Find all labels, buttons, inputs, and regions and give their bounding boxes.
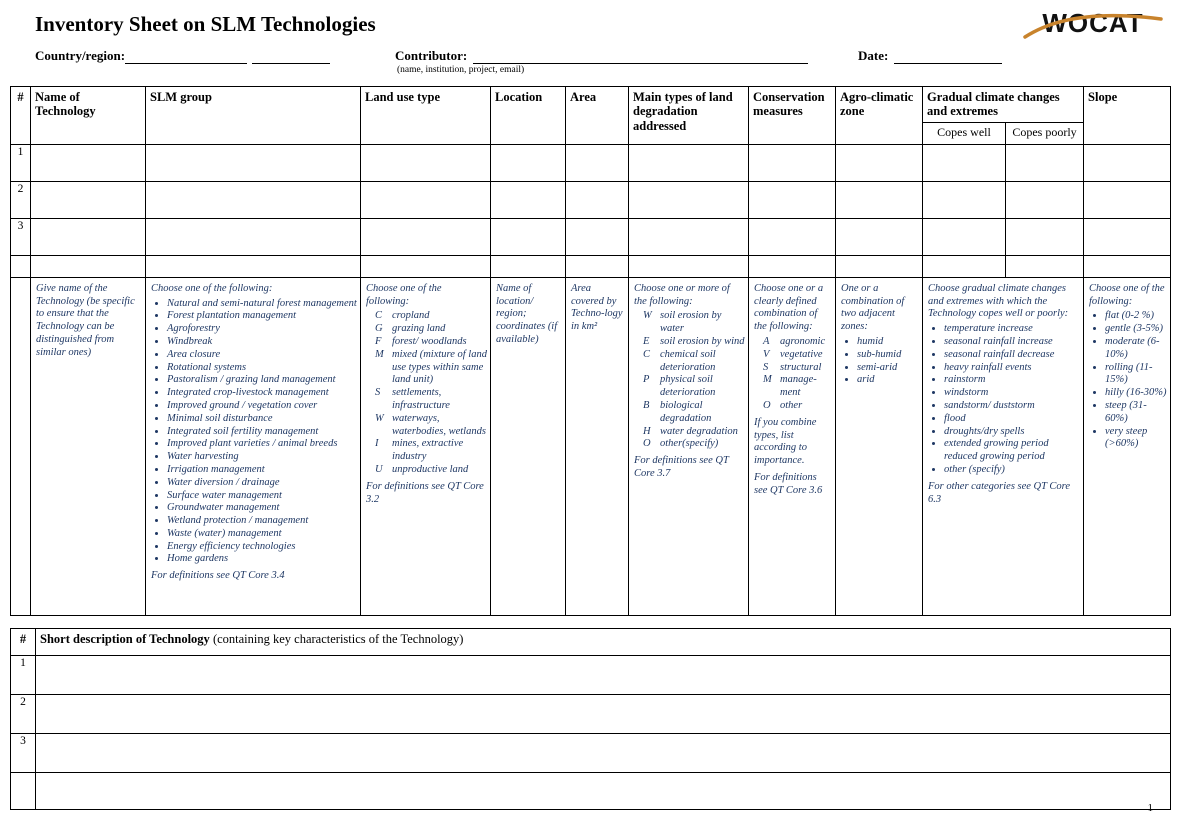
label: vegetative: [780, 348, 823, 360]
location-entry-cell[interactable]: [491, 144, 566, 181]
copes-well-entry-cell[interactable]: [923, 181, 1006, 218]
degradation-entry-cell[interactable]: [629, 218, 749, 255]
page-header: [0, 0, 1179, 44]
label: forest/ woodlands: [392, 335, 467, 347]
desc-header-bold: Short description of Technology: [40, 631, 210, 646]
list-item: • Water diversion / drainage: [167, 477, 357, 490]
degradation-options: [634, 310, 745, 451]
copes-poorly-entry-cell[interactable]: [1006, 181, 1084, 218]
land-use-options: [366, 310, 487, 476]
slm-group-entry-cell[interactable]: [146, 144, 361, 181]
conservation-entry-cell[interactable]: [749, 255, 836, 277]
label: chemical soil deterioration: [660, 348, 716, 373]
coded-item: [634, 426, 745, 439]
contributor-hint: (name, institution, project, email): [397, 65, 525, 75]
label: physical soil deterioration: [660, 374, 716, 399]
slm-group-entry-cell[interactable]: [146, 181, 361, 218]
col-header-location: Location: [491, 87, 566, 145]
code: C: [375, 310, 383, 322]
agro-zone-entry-cell[interactable]: [836, 255, 923, 277]
coded-item: [366, 387, 487, 413]
code: V: [763, 348, 770, 360]
climate-options: [928, 323, 1080, 477]
description-row: [11, 772, 1171, 809]
coded-item: [634, 336, 745, 349]
desc-header: [36, 628, 1171, 655]
list-item: • Integrated soil fertility management: [167, 426, 357, 439]
label: mines, extractive industry: [392, 438, 464, 463]
label: soil erosion by water: [660, 310, 722, 335]
list-item: • rolling (11-15%): [1105, 362, 1167, 388]
code: S: [375, 387, 381, 399]
label: other(specify): [660, 438, 719, 450]
area-instruction: [566, 277, 629, 615]
list-item: • semi-arid: [857, 362, 919, 375]
list-item: • Wetland protection / management: [167, 515, 357, 528]
list-item: • extended growing period reduced growing period: [944, 438, 1080, 464]
label: manage-ment: [780, 374, 817, 399]
area-entry-cell[interactable]: [566, 218, 629, 255]
list-item: • arid: [857, 374, 919, 387]
code: I: [375, 438, 379, 450]
slm-group-entry-cell[interactable]: [146, 218, 361, 255]
list-item: • Forest plantation management: [167, 310, 357, 323]
list-item: • Minimal soil disturbance: [167, 413, 357, 426]
area-entry-cell[interactable]: [566, 181, 629, 218]
area-instruction-text: Area covered by Techno-logy in km²: [571, 282, 623, 333]
slm-group-footer: For definitions see QT Core 3.4: [151, 570, 285, 582]
slope-entry-cell[interactable]: [1084, 144, 1171, 181]
label: soil erosion by wind: [660, 335, 745, 347]
location-entry-cell[interactable]: [491, 255, 566, 277]
list-item: • Water harvesting: [167, 451, 357, 464]
conservation-footer: For definitions see QT Core 3.6: [754, 471, 823, 496]
short-description-table: [10, 628, 1171, 810]
code: M: [763, 374, 772, 386]
description-entry-cell[interactable]: [36, 655, 1171, 694]
list-item: • seasonal rainfall increase: [944, 336, 1080, 349]
description-row: [11, 655, 1171, 694]
date-field: [858, 48, 1002, 64]
code: W: [643, 310, 652, 322]
name-entry-cell[interactable]: [31, 218, 146, 255]
coded-item: [754, 349, 832, 362]
slope-entry-cell[interactable]: [1084, 218, 1171, 255]
code: H: [643, 425, 651, 437]
list-item: • moderate (6-10%): [1105, 336, 1167, 362]
description-entry-cell[interactable]: [36, 733, 1171, 772]
coded-item: [366, 464, 487, 477]
land-use-entry-cell[interactable]: [361, 144, 491, 181]
coded-item: [754, 336, 832, 349]
country-region-field: [35, 48, 330, 64]
col-header-climate: Gradual climate changes and extremes: [923, 87, 1084, 123]
list-item: • Improved ground / vegetation cover: [167, 400, 357, 413]
coded-item: [634, 310, 745, 336]
col-header-copes-poorly: Copes poorly: [1006, 122, 1084, 144]
list-item: • Irrigation management: [167, 464, 357, 477]
list-item: • windstorm: [944, 387, 1080, 400]
climate-instruction: [923, 277, 1084, 615]
degradation-entry-cell[interactable]: [629, 181, 749, 218]
label: cropland: [392, 310, 430, 322]
code: S: [763, 361, 769, 373]
list-item: • Integrated crop-livestock management: [167, 387, 357, 400]
copes-poorly-entry-cell[interactable]: [1006, 255, 1084, 277]
description-entry-cell[interactable]: [36, 694, 1171, 733]
list-item: • flood: [944, 413, 1080, 426]
list-item: • temperature increase: [944, 323, 1080, 336]
land-use-entry-cell[interactable]: [361, 181, 491, 218]
location-instruction: [491, 277, 566, 615]
degradation-intro: Choose one or more of the following:: [634, 282, 730, 307]
label: agronomic: [780, 335, 826, 347]
row-number: 1: [11, 655, 36, 694]
date-label: Date:: [858, 48, 889, 63]
coded-item: [634, 349, 745, 375]
coded-item: [754, 374, 832, 400]
col-header-conservation: Conservation measures: [749, 87, 836, 145]
list-item: • Surface water management: [167, 490, 357, 503]
degradation-footer: For definitions see QT Core 3.7: [634, 455, 729, 479]
list-item: • sandstorm/ duststorm: [944, 400, 1080, 413]
list-item: • hilly (16-30%): [1105, 387, 1167, 400]
agro-zone-instruction: [836, 277, 923, 615]
slope-entry-cell[interactable]: [1084, 181, 1171, 218]
code: P: [643, 374, 650, 386]
agro-zone-intro: One or a combination of two adjacent zones:: [841, 282, 905, 333]
list-item: • Area closure: [167, 349, 357, 362]
list-item: • sub-humid: [857, 349, 919, 362]
desc-header-rest: (containing key characteristics of the Technology): [209, 631, 464, 646]
degradation-entry-cell[interactable]: [629, 255, 749, 277]
entry-row: [11, 144, 1171, 181]
form-fields-row: [0, 44, 1179, 86]
agro-zone-entry-cell[interactable]: [836, 181, 923, 218]
land-use-entry-cell[interactable]: [361, 255, 491, 277]
list-item: • humid: [857, 336, 919, 349]
slm-group-entry-cell[interactable]: [146, 255, 361, 277]
slope-intro: Choose one of the following:: [1089, 282, 1165, 307]
row-number: 2: [11, 181, 31, 218]
list-item: • flat (0-2 %): [1105, 310, 1167, 323]
logo-swoosh-icon: [1021, 6, 1165, 42]
list-item: • other (specify): [944, 464, 1080, 477]
list-item: • Energy efficiency technologies: [167, 541, 357, 554]
label: unproductive land: [392, 463, 469, 475]
date-input[interactable]: [894, 49, 1002, 64]
col-header-degradation: Main types of land degradation addressed: [629, 87, 749, 145]
contributor-input[interactable]: [473, 49, 808, 64]
coded-item: [754, 400, 832, 413]
country-region-input[interactable]: [125, 49, 247, 64]
list-item: • Waste (water) management: [167, 528, 357, 541]
col-header-name: Name of Technology: [31, 87, 146, 145]
list-item: • heavy rainfall events: [944, 362, 1080, 375]
coded-item: [366, 323, 487, 336]
code: O: [763, 399, 771, 411]
code: F: [375, 335, 382, 347]
code: G: [375, 323, 383, 335]
row-number: 3: [11, 733, 36, 772]
name-instruction-text: Give name of the Technology (be specific to ensure that the Technology can be distinguished from similar ones): [36, 282, 135, 358]
land-use-entry-cell[interactable]: [361, 218, 491, 255]
list-item: • very steep (>60%): [1105, 426, 1167, 452]
code: M: [375, 348, 384, 360]
label: biological degradation: [660, 399, 712, 424]
label: water degradation: [660, 425, 738, 437]
name-instruction: [31, 277, 146, 615]
country-region-input-2[interactable]: [252, 49, 330, 64]
coded-item: [366, 438, 487, 464]
land-use-instruction: [361, 277, 491, 615]
row-number: 3: [11, 218, 31, 255]
col-header-slope: Slope: [1084, 87, 1171, 145]
col-header-land-use: Land use type: [361, 87, 491, 145]
coded-item: [634, 400, 745, 426]
page-number: 1: [1147, 802, 1153, 814]
list-item: • rainstorm: [944, 374, 1080, 387]
coded-item: [366, 349, 487, 387]
coded-item: [366, 336, 487, 349]
coded-item: [634, 374, 745, 400]
land-use-footer: For definitions see QT Core 3.2: [366, 480, 484, 505]
label: other: [780, 399, 803, 411]
entry-row: [11, 181, 1171, 218]
location-entry-cell[interactable]: [491, 218, 566, 255]
col-header-area: Area: [566, 87, 629, 145]
wocat-logo-text: WOCAT: [1042, 8, 1144, 38]
agro-zone-entry-cell[interactable]: [836, 144, 923, 181]
slope-options: [1089, 310, 1167, 451]
contributor-label: Contributor:: [395, 48, 468, 63]
conservation-instruction: [749, 277, 836, 615]
conservation-entry-cell[interactable]: [749, 181, 836, 218]
label: settlements, infrastructure: [392, 387, 450, 411]
list-item: • steep (31-60%): [1105, 400, 1167, 426]
list-item: • Natural and semi-natural forest management: [167, 298, 357, 311]
slope-entry-cell[interactable]: [1084, 255, 1171, 277]
instruction-row: [11, 277, 1171, 615]
area-entry-cell[interactable]: [566, 255, 629, 277]
name-entry-cell[interactable]: [31, 144, 146, 181]
list-item: • Rotational systems: [167, 362, 357, 375]
entry-row: [11, 255, 1171, 277]
list-item: • Windbreak: [167, 336, 357, 349]
climate-footer: For other categories see QT Core 6.3: [928, 480, 1071, 505]
code: W: [375, 412, 384, 424]
col-header-slm-group: SLM group: [146, 87, 361, 145]
row-number: [11, 255, 31, 277]
coded-item: [366, 310, 487, 323]
desc-num-header: #: [11, 628, 36, 655]
col-header-copes-well: Copes well: [923, 122, 1006, 144]
list-item: • Agroforestry: [167, 323, 357, 336]
label: waterways, waterbodies, wetlands: [392, 412, 486, 437]
country-region-label: Country/region:: [35, 48, 126, 63]
copes-poorly-entry-cell[interactable]: [1006, 218, 1084, 255]
coded-item: [634, 438, 745, 451]
list-item: • gentle (3-5%): [1105, 323, 1167, 336]
label: structural: [780, 361, 822, 373]
page-title: Inventory Sheet on SLM Technologies: [35, 12, 376, 36]
slope-instruction: [1084, 277, 1171, 615]
code: U: [375, 463, 383, 475]
conservation-entry-cell[interactable]: [749, 218, 836, 255]
row-number: [11, 772, 36, 809]
coded-item: [366, 413, 487, 439]
conservation-options: [754, 336, 832, 413]
description-row: [11, 694, 1171, 733]
copes-well-entry-cell[interactable]: [923, 255, 1006, 277]
code: B: [643, 399, 650, 411]
code: C: [643, 348, 651, 360]
list-item: • Pastoralism / grazing land management: [167, 374, 357, 387]
conservation-note: If you combine types, list according to importance.: [754, 416, 817, 467]
description-row: [11, 733, 1171, 772]
copes-well-entry-cell[interactable]: [923, 144, 1006, 181]
col-header-num: #: [11, 87, 31, 145]
degradation-entry-cell[interactable]: [629, 144, 749, 181]
contributor-field: [395, 48, 808, 75]
label: grazing land: [392, 323, 446, 335]
row-number: 1: [11, 144, 31, 181]
slm-group-instruction: [146, 277, 361, 615]
copes-well-entry-cell[interactable]: [923, 218, 1006, 255]
code: A: [763, 335, 770, 347]
name-entry-cell[interactable]: [31, 255, 146, 277]
copes-poorly-entry-cell[interactable]: [1006, 144, 1084, 181]
label: mixed (mixture of land use types within same land unit): [392, 348, 487, 386]
description-rows: [11, 655, 1171, 809]
agro-zone-options: [841, 336, 919, 387]
wocat-logo: [1027, 6, 1159, 42]
code: E: [643, 335, 650, 347]
slm-group-intro: Choose one of the following:: [151, 282, 273, 294]
agro-zone-entry-cell[interactable]: [836, 218, 923, 255]
coded-item: [754, 362, 832, 375]
list-item: • droughts/dry spells: [944, 426, 1080, 439]
col-header-agro-zone: Agro-climatic zone: [836, 87, 923, 145]
land-use-intro: Choose one of the following:: [366, 282, 442, 307]
list-item: • Groundwater management: [167, 502, 357, 515]
description-entry-cell[interactable]: [36, 772, 1171, 809]
climate-intro: Choose gradual climate changes and extremes with which the Technology copes well or poorly:: [928, 282, 1069, 320]
conservation-entry-cell[interactable]: [749, 144, 836, 181]
list-item: • Home gardens: [167, 553, 357, 566]
list-item: • Improved plant varieties / animal breeds: [167, 438, 357, 451]
instruction-num-cell: [11, 277, 31, 615]
entry-row: [11, 218, 1171, 255]
inventory-table: [10, 86, 1171, 616]
entry-rows: [11, 144, 1171, 277]
area-entry-cell[interactable]: [566, 144, 629, 181]
slm-group-options: [151, 298, 357, 567]
location-instruction-text: Name of location/ region; coordinates (if available): [496, 282, 558, 345]
list-item: • seasonal rainfall decrease: [944, 349, 1080, 362]
name-entry-cell[interactable]: [31, 181, 146, 218]
location-entry-cell[interactable]: [491, 181, 566, 218]
conservation-intro: Choose one or a clearly defined combination of the following:: [754, 282, 824, 333]
row-number: 2: [11, 694, 36, 733]
code: O: [643, 438, 651, 450]
degradation-instruction: [629, 277, 749, 615]
